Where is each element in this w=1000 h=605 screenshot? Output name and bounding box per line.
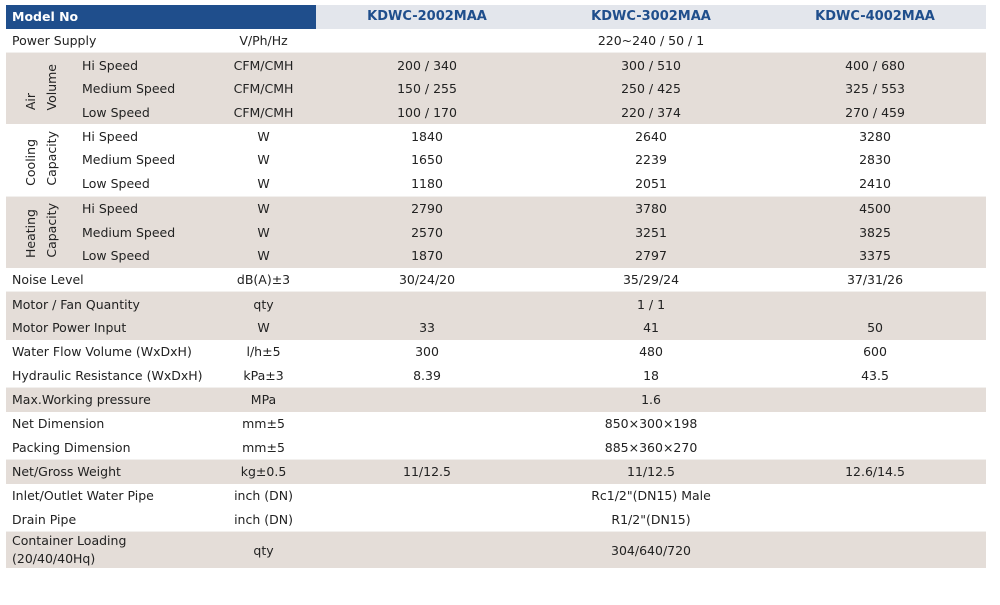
- row-value: 11/12.5: [316, 459, 538, 484]
- air-volume-group-label: [6, 52, 76, 124]
- group-label-line: Heating: [23, 208, 38, 258]
- row-value: 400 / 680: [764, 52, 986, 77]
- model-no-label: Model No: [6, 5, 211, 29]
- row-unit: W: [257, 176, 270, 192]
- row-label: Power Supply: [12, 33, 97, 49]
- row-value: 100 / 170: [316, 101, 538, 125]
- cooling-row: [6, 124, 986, 148]
- motor-power-row: [6, 316, 986, 340]
- row-value: 480: [639, 343, 663, 359]
- group-label-line: Capacity: [44, 131, 59, 186]
- air-volume-row: [6, 101, 986, 125]
- heating-row: [6, 220, 986, 244]
- net-dimension-row: [6, 412, 986, 436]
- row-value: 850×300×198: [604, 416, 698, 432]
- row-value: 220 / 374: [538, 101, 764, 125]
- row-value: 300 / 510: [538, 52, 764, 77]
- row-label: Net Dimension: [12, 416, 105, 432]
- air-volume-row: [6, 52, 986, 77]
- row-value: 41: [538, 316, 764, 340]
- row-unit: inch (DN): [234, 511, 293, 527]
- row-label: Low Speed: [82, 176, 150, 192]
- row-unit: CFM/CMH: [211, 101, 316, 125]
- row-unit: W: [211, 196, 316, 221]
- row-unit: kg±0.5: [211, 459, 316, 484]
- row-value: 3780: [538, 196, 764, 221]
- row-unit: W: [257, 128, 270, 144]
- row-value: 1 / 1: [316, 291, 986, 316]
- row-value: 37/31/26: [846, 271, 904, 287]
- row-label: Net/Gross Weight: [6, 459, 211, 484]
- row-value: 43.5: [861, 367, 889, 383]
- row-label: Hi Speed: [76, 196, 211, 221]
- packing-dimension-row: [6, 435, 986, 459]
- model-3-header: KDWC-4002MAA: [764, 5, 986, 29]
- row-value: 304/640/720: [316, 531, 986, 568]
- row-value: Rc1/2"(DN15) Male: [591, 488, 711, 504]
- row-label: Hi Speed: [76, 52, 211, 77]
- group-label-line: Volume: [44, 64, 59, 111]
- row-label: Hydraulic Resistance (WxDxH): [12, 367, 203, 383]
- row-value: 2410: [859, 176, 891, 192]
- water-pipe-row: [6, 484, 986, 508]
- row-value: 2830: [859, 152, 891, 168]
- row-unit: l/h±5: [246, 343, 281, 359]
- power-supply-row: [6, 29, 986, 53]
- row-value: 600: [863, 343, 887, 359]
- container-loading-row: [6, 531, 986, 568]
- heating-row: [6, 196, 986, 221]
- row-value: 2051: [635, 176, 667, 192]
- row-value: 3280: [859, 128, 891, 144]
- row-value: 8.39: [413, 367, 441, 383]
- row-value: 1870: [316, 244, 538, 268]
- row-label: Noise Level: [12, 271, 84, 287]
- row-value: 300: [415, 343, 439, 359]
- row-value: 200 / 340: [316, 52, 538, 77]
- row-label: Low Speed: [76, 244, 211, 268]
- row-value: 150 / 255: [316, 77, 538, 101]
- model-2-header: KDWC-3002MAA: [538, 5, 764, 29]
- row-unit: MPa: [211, 387, 316, 412]
- row-unit: dB(A)±3: [236, 271, 291, 287]
- group-label-line: Air: [23, 93, 38, 111]
- row-value: 2570: [316, 220, 538, 244]
- row-value: 30/24/20: [398, 271, 456, 287]
- weight-row: [6, 459, 986, 484]
- row-unit: kPa±3: [243, 367, 284, 383]
- cooling-row: [6, 172, 986, 196]
- row-value: 325 / 553: [764, 77, 986, 101]
- row-unit: W: [211, 244, 316, 268]
- spec-table: [6, 5, 986, 568]
- row-value: 2239: [635, 152, 667, 168]
- row-value: 3251: [538, 220, 764, 244]
- row-value: 1840: [411, 128, 443, 144]
- air-volume-row: [6, 77, 986, 101]
- row-value: 50: [764, 316, 986, 340]
- motor-fan-qty-row: [6, 291, 986, 316]
- heating-row: [6, 244, 986, 268]
- model-1-header: KDWC-2002MAA: [316, 5, 538, 29]
- row-value: 18: [643, 367, 659, 383]
- group-label-line: Capacity: [44, 203, 59, 258]
- row-value: 1650: [411, 152, 443, 168]
- row-label: Packing Dimension: [12, 439, 131, 455]
- row-unit: V/Ph/Hz: [239, 33, 288, 49]
- row-value: 33: [316, 316, 538, 340]
- row-value: 1.6: [316, 387, 986, 412]
- water-flow-row: [6, 340, 986, 364]
- row-value: 2790: [316, 196, 538, 221]
- row-value: 12.6/14.5: [764, 459, 986, 484]
- heating-group-label: [6, 196, 76, 268]
- row-value: 4500: [764, 196, 986, 221]
- row-label: Medium Speed: [82, 152, 176, 168]
- row-label: [6, 531, 211, 568]
- row-value: 1180: [411, 176, 443, 192]
- row-unit: mm±5: [242, 439, 285, 455]
- header-row: [6, 5, 986, 29]
- row-unit: mm±5: [242, 416, 285, 432]
- row-unit: CFM/CMH: [211, 77, 316, 101]
- row-label: Low Speed: [76, 101, 211, 125]
- row-label: Max.Working pressure: [6, 387, 211, 412]
- row-unit: CFM/CMH: [211, 52, 316, 77]
- row-value: 2797: [538, 244, 764, 268]
- noise-level-row: [6, 268, 986, 292]
- max-pressure-row: [6, 387, 986, 412]
- row-label: Medium Speed: [76, 220, 211, 244]
- row-value: 250 / 425: [538, 77, 764, 101]
- row-label: Motor Power Input: [6, 316, 211, 340]
- row-unit: W: [211, 220, 316, 244]
- row-label-line: Container Loading: [12, 533, 127, 549]
- row-value: 35/29/24: [622, 271, 680, 287]
- row-label: Motor / Fan Quantity: [6, 291, 211, 316]
- row-value: 2640: [635, 128, 667, 144]
- row-label-line: (20/40/40Hq): [12, 551, 96, 567]
- row-value: 3375: [764, 244, 986, 268]
- row-unit: W: [257, 152, 270, 168]
- row-value: 11/12.5: [538, 459, 764, 484]
- row-label: Hi Speed: [82, 128, 139, 144]
- drain-pipe-row: [6, 507, 986, 531]
- row-value: 220~240 / 50 / 1: [597, 33, 705, 49]
- row-unit: qty: [211, 291, 316, 316]
- row-value: R1/2"(DN15): [611, 511, 691, 527]
- row-label: Drain Pipe: [12, 511, 77, 527]
- header-unit-cell: [211, 5, 316, 29]
- row-label: Inlet/Outlet Water Pipe: [12, 488, 154, 504]
- cooling-row: [6, 148, 986, 172]
- group-label-line: Cooling: [23, 138, 38, 186]
- row-label: Medium Speed: [76, 77, 211, 101]
- hydraulic-resistance-row: [6, 363, 986, 387]
- row-value: 270 / 459: [764, 101, 986, 125]
- row-unit: qty: [211, 531, 316, 568]
- row-unit: W: [211, 316, 316, 340]
- row-value: 885×360×270: [604, 439, 698, 455]
- row-label: Water Flow Volume (WxDxH): [12, 343, 192, 359]
- cooling-group-label: [6, 124, 76, 195]
- row-unit: inch (DN): [234, 488, 293, 504]
- row-value: 3825: [764, 220, 986, 244]
